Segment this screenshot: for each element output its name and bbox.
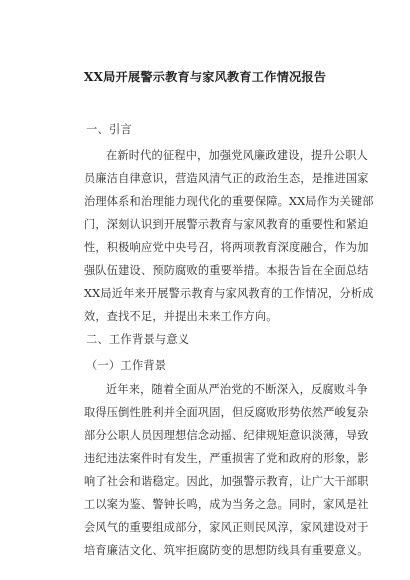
paragraph-line: 近年来，随着全面从严治党的不断深入，反腐败斗争 xyxy=(106,383,368,396)
paragraph-line: XX局近年来开展警示教育与家风教育的工作情况，分析成 xyxy=(84,287,374,300)
section-heading-background: 二、工作背景与意义 xyxy=(86,333,190,346)
paragraph-line: 培育廉洁文化、筑牢拒腐防变的思想防线具有重要意义。 xyxy=(84,544,369,557)
paragraph-line: 响了社会和谐稳定。因此，加强警示教育，让广大干部职 xyxy=(84,475,369,488)
subsection-heading-work-background: （一）工作背景 xyxy=(86,359,167,372)
paragraph-line: 在新时代的征程中，加强党风廉政建设，提升公职人 xyxy=(106,149,368,162)
paragraph-line: 强队伍建设、预防腐败的重要举措。本报告旨在全面总结 xyxy=(84,264,369,277)
paragraph-line: 会风气的重要组成部分，家风正则民风淳，家风建设对于 xyxy=(84,521,369,534)
paragraph-line: 取得压倒性胜利并全面巩固，但反腐败形势依然严峻复杂 xyxy=(84,406,369,419)
paragraph-line: 部分公职人员因理想信念动摇、纪律规矩意识淡薄，导致 xyxy=(84,429,369,442)
document-title: XX局开展警示教育与家风教育工作情况报告 xyxy=(83,70,327,84)
paragraph-line: 性，积极响应党中央号召，将两项教育深度融合，作为加 xyxy=(84,241,369,254)
paragraph-line: 员廉洁自律意识，营造风清气正的政治生态，是推进国家 xyxy=(84,172,369,185)
background-paragraph xyxy=(84,380,369,564)
paragraph-line: 效，查找不足，并提出未来工作方向。 xyxy=(84,310,278,323)
section-heading-introduction: 一、引言 xyxy=(86,123,132,136)
paragraph-line: 门，深刻认识到开展警示教育与家风教育的重要性和紧迫 xyxy=(84,218,369,231)
paragraph-line: 违纪违法案件时有发生，严重损害了党和政府的形象，影 xyxy=(84,452,369,465)
intro-paragraph xyxy=(84,146,374,330)
paragraph-line: 工以案为鉴、警钟长鸣，成为当务之急。同时，家风是社 xyxy=(84,498,369,511)
paragraph-line: 治理体系和治理能力现代化的重要保障。XX局作为关键部 xyxy=(84,195,374,208)
